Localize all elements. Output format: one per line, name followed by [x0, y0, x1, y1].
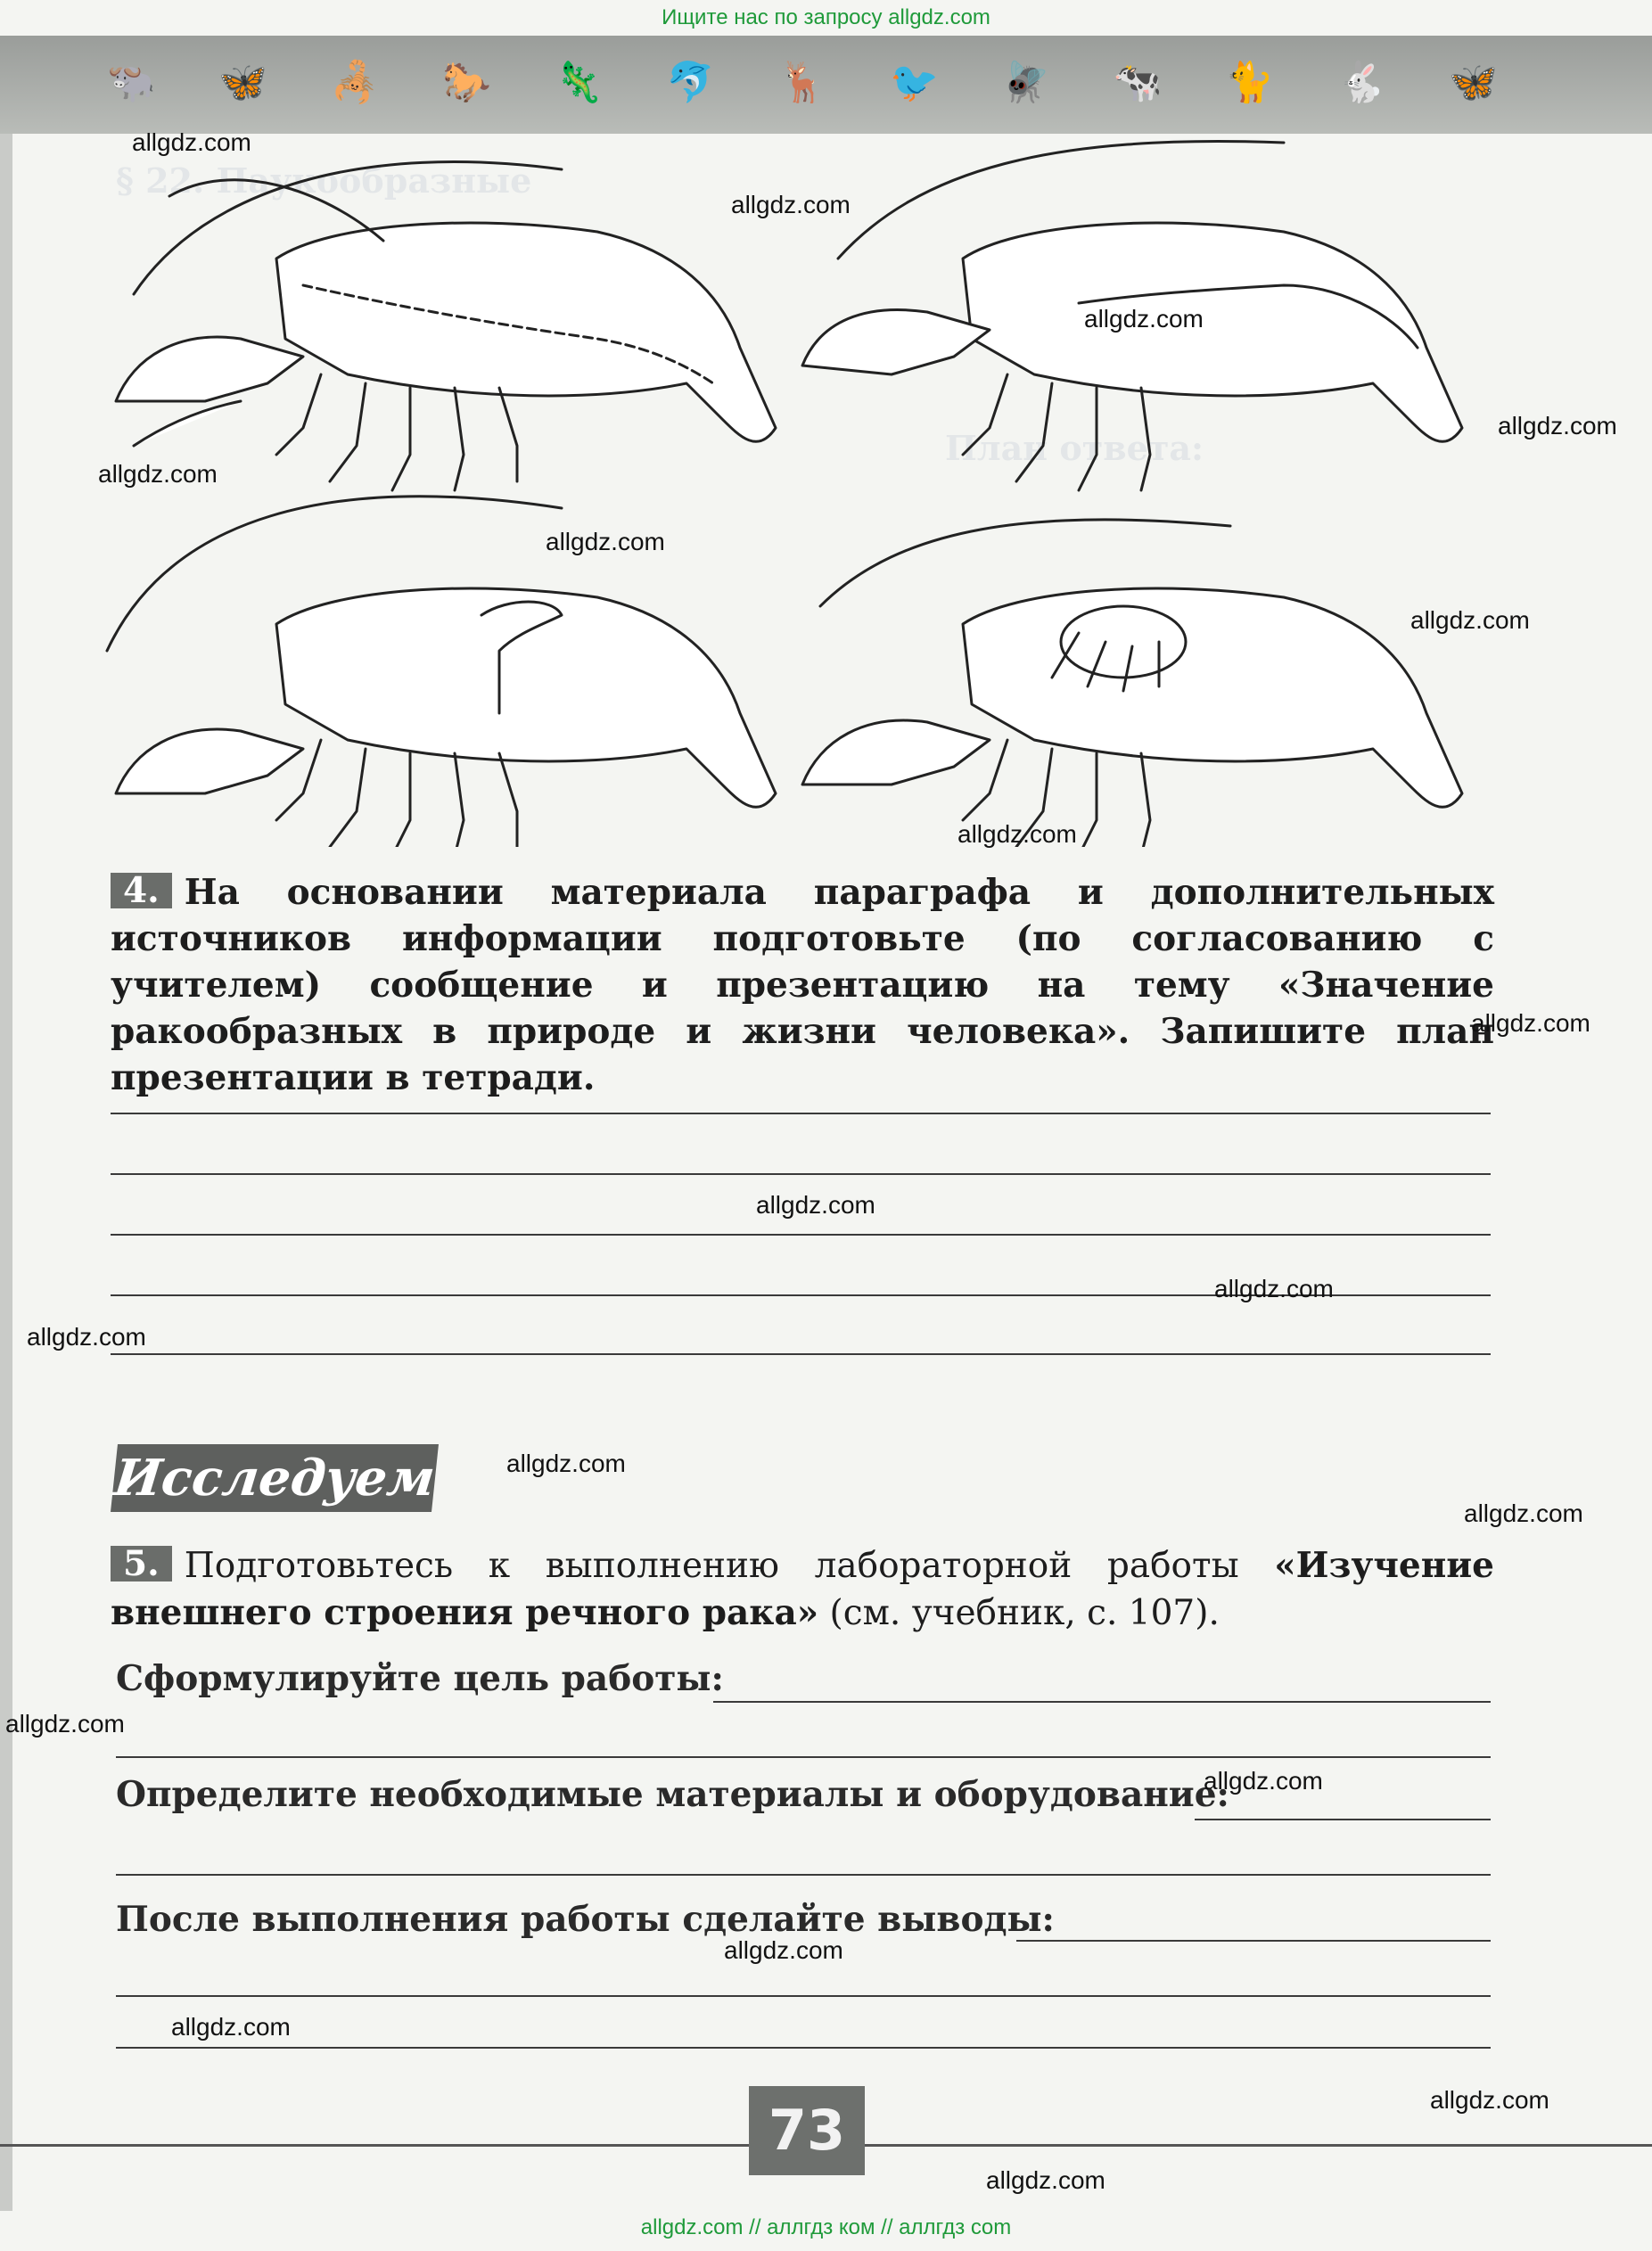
watermark: allgdz.com — [1410, 606, 1530, 634]
answer-line[interactable] — [111, 1353, 1491, 1355]
watermark: allgdz.com — [5, 1710, 125, 1738]
dolphin-icon: 🐬 — [666, 60, 715, 105]
answer-line[interactable] — [116, 2047, 1491, 2049]
watermark: allgdz.com — [986, 2166, 1105, 2194]
watermark: allgdz.com — [1471, 1009, 1590, 1037]
watermark: allgdz.com — [132, 128, 251, 156]
page-binding-edge — [0, 36, 12, 2211]
watermark: allgdz.com — [171, 2013, 291, 2041]
watermark: allgdz.com — [1464, 1499, 1583, 1527]
cow-icon: 🐄 — [1113, 60, 1163, 105]
cat-icon: 🐈 — [1225, 60, 1275, 105]
answer-line[interactable] — [111, 1173, 1491, 1175]
conclusions-prompt: После выполнения работы сделайте выводы: — [116, 1899, 1055, 1940]
goal-answer-line[interactable] — [713, 1701, 1491, 1703]
answer-line[interactable] — [111, 1113, 1491, 1114]
watermark: allgdz.com — [756, 1191, 875, 1219]
watermark: allgdz.com — [27, 1323, 146, 1351]
conclusions-answer-line[interactable] — [1016, 1940, 1491, 1942]
page-number: 73 — [749, 2086, 865, 2175]
footer[interactable]: allgdz.com // аллгдз ком // аллгдз com — [640, 2215, 1012, 2239]
answer-line[interactable] — [116, 1874, 1491, 1876]
animal-silhouettes — [107, 52, 1498, 114]
show-through-text: § 22. Паукообразные — [116, 160, 532, 201]
watermark: allgdz.com — [1204, 1767, 1323, 1795]
answer-line[interactable] — [116, 1756, 1491, 1758]
header-strip — [0, 36, 1652, 134]
watermark: allgdz.com — [731, 191, 851, 218]
fly-icon: 🪰 — [1001, 60, 1051, 105]
watermark: allgdz.com — [1214, 1275, 1334, 1302]
watermark: allgdz.com — [1084, 305, 1204, 333]
task-5-text-end: (см. учебник, с. 107). — [818, 1593, 1220, 1633]
answer-line[interactable] — [111, 1234, 1491, 1236]
lizard-icon: 🦎 — [554, 60, 604, 105]
crayfish-nervous-system — [116, 161, 776, 490]
watermark: allgdz.com — [958, 820, 1077, 848]
scorpion-icon: 🦂 — [330, 60, 380, 105]
watermark: allgdz.com — [1430, 2086, 1549, 2114]
buffalo-icon: 🐃 — [107, 60, 156, 105]
materials-answer-line[interactable] — [1195, 1819, 1491, 1820]
bird-icon: 🐦 — [889, 60, 939, 105]
task-4 — [111, 869, 1494, 1101]
crayfish-internal-organs — [802, 520, 1462, 847]
crayfish-digestive-system — [107, 497, 776, 847]
watermark: allgdz.com — [1498, 412, 1617, 440]
task-5-text-start: Подготовьтесь к выполнению лабораторной работы — [184, 1546, 1275, 1586]
butterfly-icon: 🦋 — [218, 60, 268, 105]
butterfly-icon: 🦋 — [1449, 60, 1498, 105]
top-banner[interactable]: Ищите нас по запросу allgdz.com — [662, 5, 990, 29]
watermark: allgdz.com — [546, 528, 665, 555]
task-5-number: 5. — [111, 1546, 172, 1581]
section-title: Исследуем — [111, 1444, 439, 1512]
task-4-text: На основании материала параграфа и дополнительных источников информации подготовьте (по согласованию с учителем) сообщение и презентацию на тему «Значение ракообразных в природе и жизни человека». Запишите план презентации в тетради. — [111, 872, 1494, 1098]
answer-line[interactable] — [116, 1995, 1491, 1997]
crayfish-drawings — [98, 134, 1489, 847]
task-5 — [111, 1542, 1494, 1637]
watermark: allgdz.com — [98, 460, 218, 488]
watermark: allgdz.com — [724, 1936, 843, 1964]
watermark: allgdz.com — [506, 1450, 626, 1477]
show-through-text: План ответа: — [945, 428, 1204, 468]
hare-icon: 🐇 — [1336, 60, 1386, 105]
horse-icon: 🐎 — [442, 60, 492, 105]
task-5-lab-title: «Изучение внешнего строения речного рака» — [111, 1545, 1494, 1633]
task-4-number: 4. — [111, 873, 172, 908]
deer-icon: 🦌 — [777, 60, 827, 105]
goal-prompt: Сформулируйте цель работы: — [116, 1658, 724, 1699]
materials-prompt: Определите необходимые материалы и оборудование: — [116, 1774, 1229, 1815]
